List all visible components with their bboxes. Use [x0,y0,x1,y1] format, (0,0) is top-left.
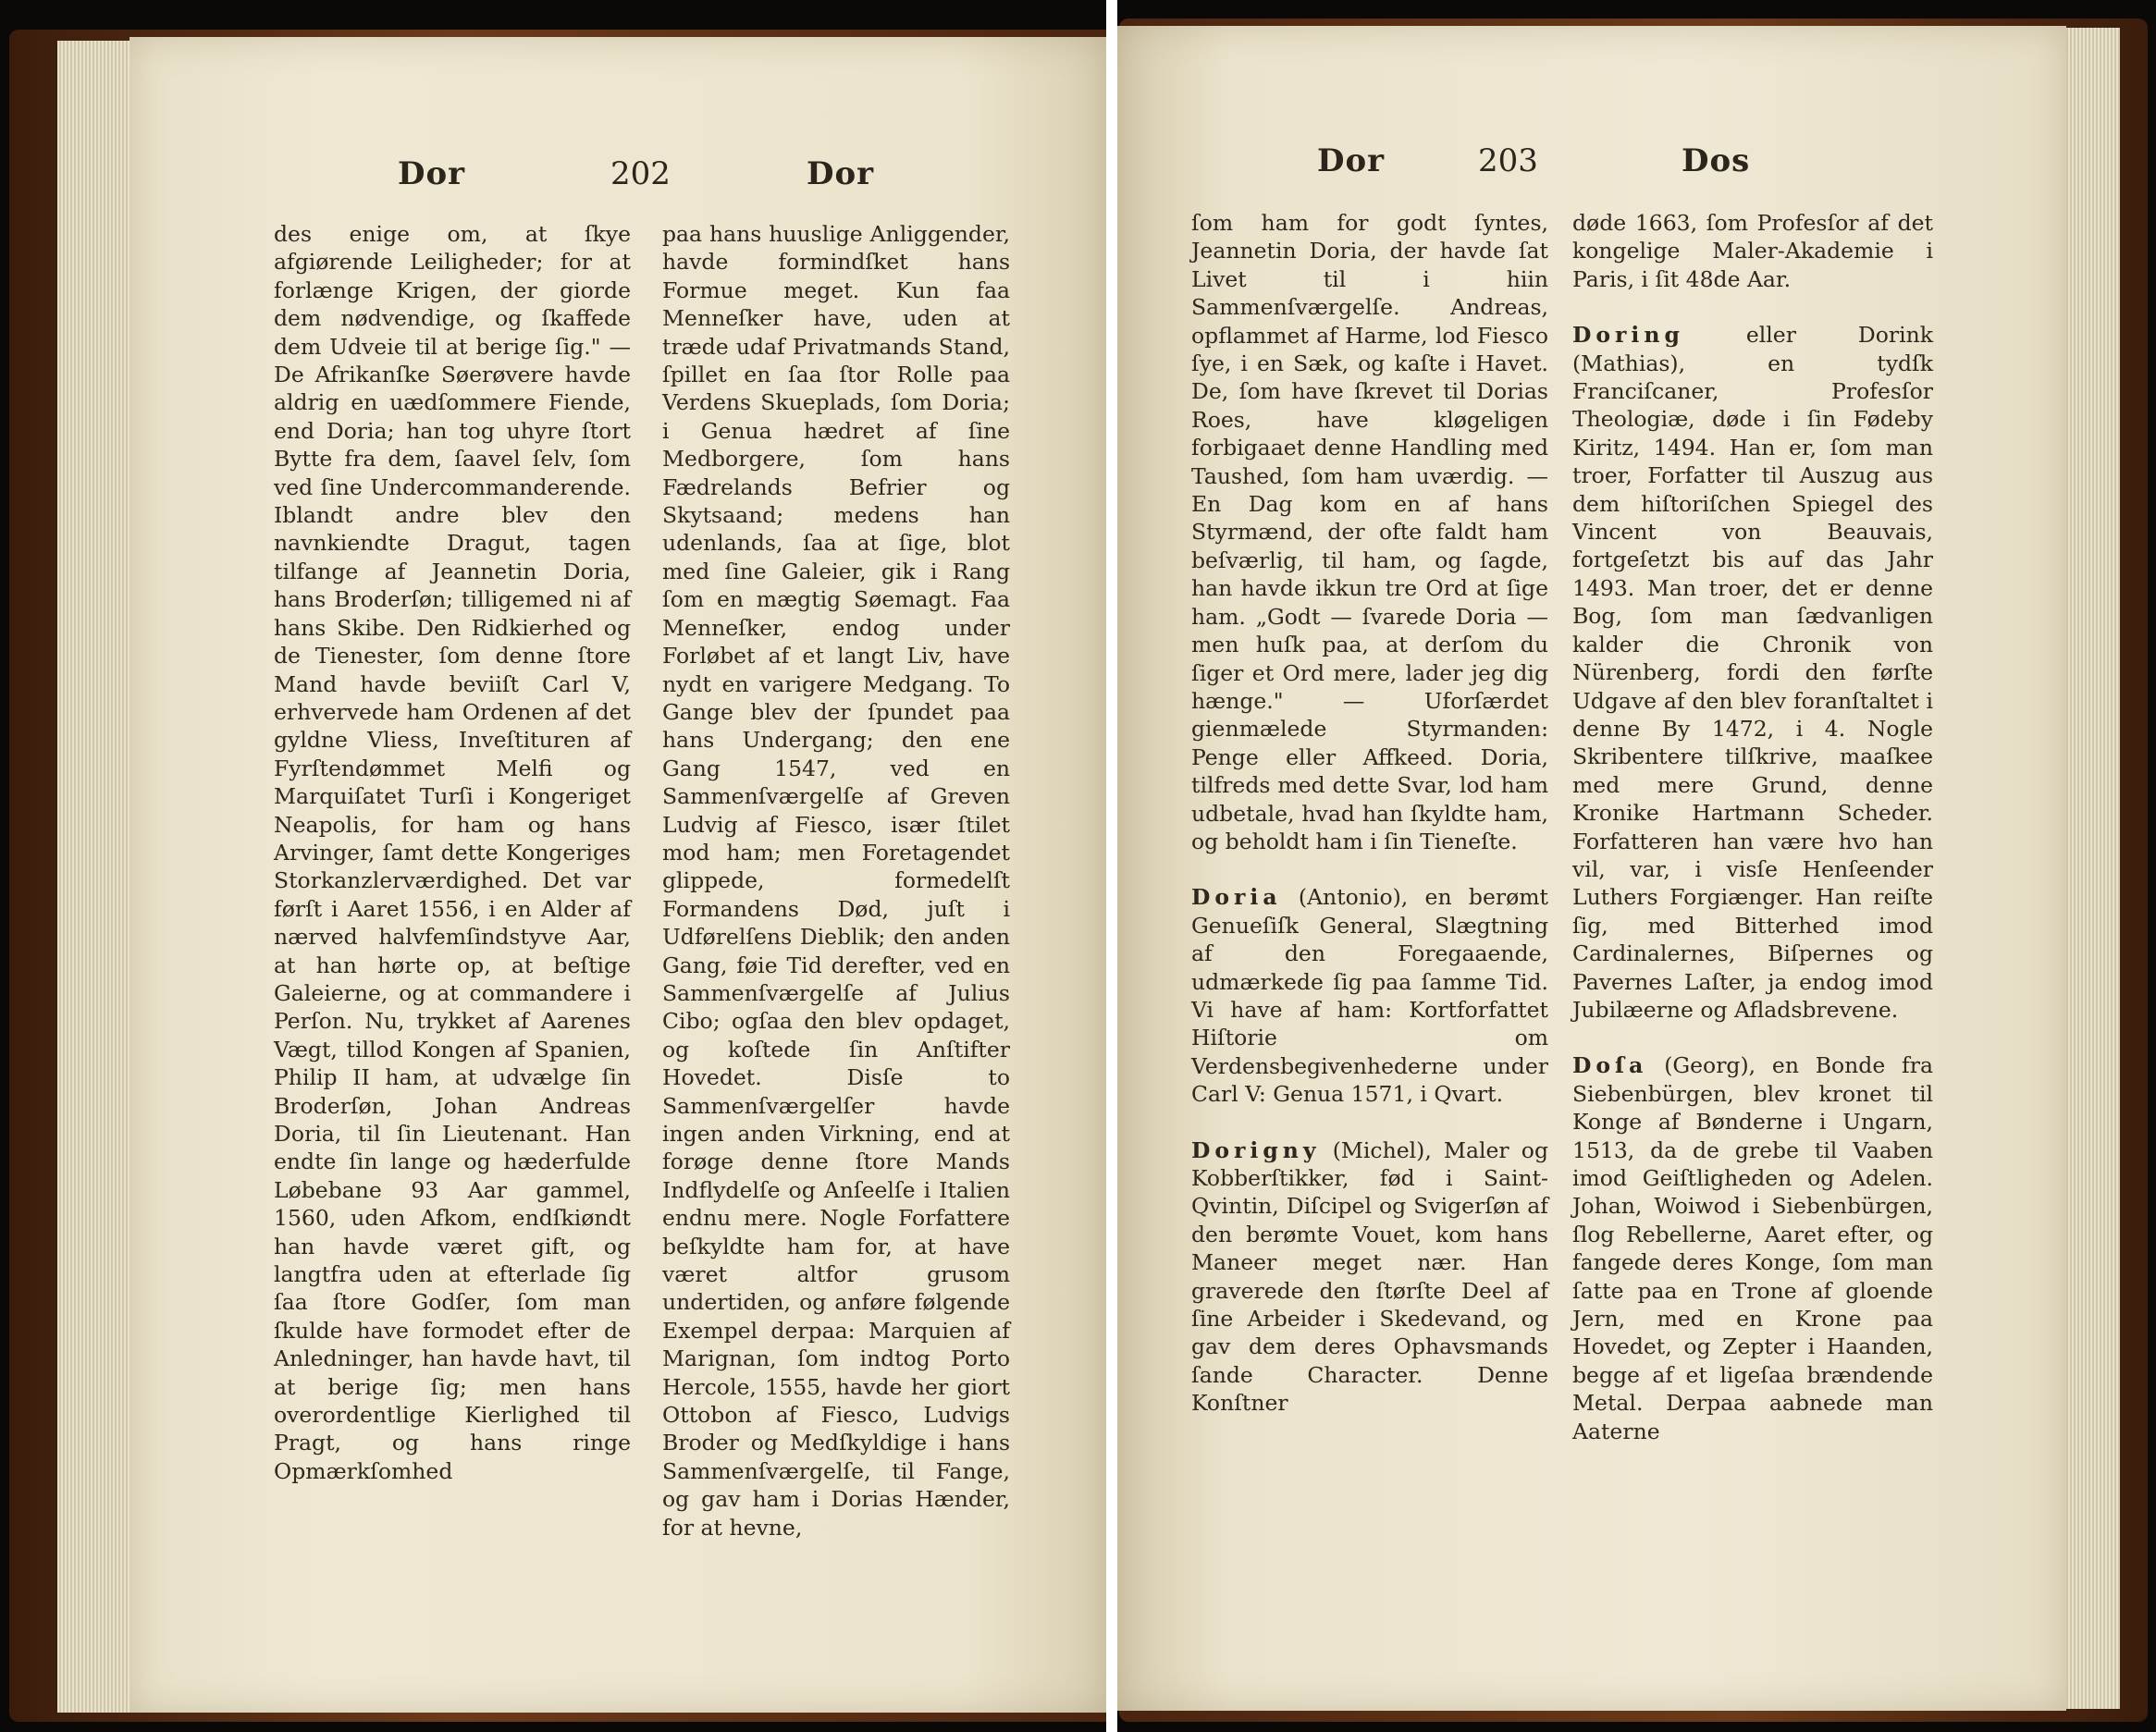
left-page-edges [57,41,131,1713]
right-column-2 [1572,209,1933,1445]
left-page-number-wrap [610,155,671,192]
right-column-2-continuation: døde 1663, ſom Profesſor af det kongelige Maler-Akademie i Paris, i ſit 48de Aar. [1572,210,1933,292]
entry-doring [1572,321,1933,1024]
entry-headword: Doſa [1572,1052,1648,1079]
entry-body: eller Dorink (Mathias), en tydſk Franciſcaner, Profesſor Theologiæ, døde i ſin Fødeby Kiritz, 1494. Han er, ſom man troer, Forfatter til Auszug aus dem hiſtoriſchen Spiegel des Vincent von Beauvais, fortgeſetzt bis auf das Jahr 1493. Man troer, det er denne Bog, ſom man ſædvanligen kalder die Chronik von Nürenberg, fordi den førſte Udgave af den blev foranſtaltet i denne By 1472, i 4. Nogle Skribentere tilſkrive, maaſkee med mere Grund, denne Kronike Hartmann Scheder. Forfatteren han være hvo han vil, var, i visſe Henſeender Luthers Forgiænger. Han reiſte ſig, med Bitterhed imod Cardinalernes, Biſpernes og Pavernes Laſter, ja endog imod Jubilæerne og Afladsbrevene. [1572,322,1933,1023]
right-page-header [1317,142,1385,179]
entry-headword: Dorigny [1191,1136,1321,1163]
right-page-number: 203 [1478,142,1538,179]
right-running-head-left: Dor [1317,142,1386,179]
entry-headword: Doria [1191,884,1282,911]
right-column-1-continuation: ſom ham for godt ſyntes, Jeannetin Doria, der havde ſat Livet til i hiin Sammenſværgelſe. Andreas, opflammet af Harme, lod Fiesco ſye, i en Sæk, og kaſte i Havet. De, ſom have ſkrevet til Dorias Roes, have kløgeligen forbigaaet denne Handling med Taushed, ſom ham uværdig. — En Dag kom en af hans Styrmænd, der ofte faldt ham beſværlig, til ham, og ſagde, han havde ikkun tre Ord at ſige ham. „Godt — ſvarede Doria — men huſk paa, at derſom du ſiger et Ord mere, lader jeg dig hænge." — Uforſærdet gienmælede Styrmanden: Penge eller Affkeed. Doria, tilfreds med dette Svar, lod ham udbetale, hvad han ſkyldte ham, og beholdt ham i ſin Tieneſte. [1191,210,1548,854]
left-page-number: 202 [610,155,671,192]
left-column-2 [662,220,1010,1542]
entry-doria-antonio [1191,883,1548,1108]
entry-body: (Antonio), en berømt Genueſiſk General, Slægtning af den Foregaaende, udmærkede ſig paa ſamme Tid. Vi have af ham: Kortforfattet Hiſtorie om Verdensbegivenhederne under Carl V: Genua 1571, i Qvart. [1191,884,1548,1108]
right-page-number-wrap [1478,142,1538,179]
right-page-edges [2064,28,2120,1709]
left-page-header [398,155,465,192]
entry-body: (Georg), en Bonde fra Siebenbürgen, blev kronet til Konge af Bønderne i Ungarn, 1513, da de grebe til Vaaben imod Geiſtligheden og Adelen. Johan, Woiwod i Siebenbürgen, ſlog Rebellerne, Aaret efter, og fangede deres Konge, ſom man ſatte paa en Trone af gloende Jern, med en Krone paa Hovedet, og Zepter i Haanden, begge af et ligeſaa brændende Metal. Derpaa aabnede man Aaterne [1572,1052,1933,1444]
left-running-head-right: Dor [807,155,875,192]
right-running-head-right: Dos [1682,142,1751,179]
right-column-1 [1191,209,1548,1418]
left-running-head-left: Dor [398,155,466,192]
left-column-1-text: des enige om, at ſkye afgiørende Leiligheder; for at forlænge Krigen, der giorde dem nødvendige, og ſkaffede dem Udveie til at berige ſig." — De Afrikanſke Søerøvere havde aldrig en uædſommere Fiende, end Doria; han tog uhyre ſtort Bytte fra dem, ſaavel ſelv, ſom ved ſine Undercommanderende. Iblandt andre blev den navnkiendte Dragut, tagen tilfange af Jeannetin Doria, hans Broderſøn; tilligemed ni af hans Skibe. Den Ridkierhed og de Tienester, ſom denne ſtore Mand havde beviiſt Carl V, erhvervede ham Ordenen af det gyldne Vliess, Inveſtituren af Fyrſtendømmet Melfi og Marquiſatet Turſi i Kongeriget Neapolis, for ham og hans Arvinger, ſamt dette Kongeriges Storkanzlerværdighed. Det var førſt i Aaret 1556, i en Alder af nærved halvfemſindstyve Aar, at han hørte op, at beſtige Galeierne, og at commandere i Perſon. Nu, trykket af Aarenes Vægt, tillod Kongen af Spanien, Philip II ham, at udvælge ſin Broderſøn, Johan Andreas Doria, til ſin Lieutenant. Han endte ſin lange og hæderfulde Løbebane 93 Aar gammel, 1560, uden Afkom, endſkiøndt han havde været gift, og langtfra uden at efterlade ſig ſaa ſtore Godſer, ſom man ſkulde have formodet efter de Anledninger, han havde havt, til at berige ſig; men hans overordentlige Kierlighed til Pragt, og hans ringe Opmærkſomhed [274,221,631,1484]
left-page-header-right [807,155,874,192]
entry-dorigny [1191,1136,1548,1418]
image-divider [1106,0,1117,1732]
entry-body: (Michel), Maler og Kobberſtikker, fød i Saint-Qvintin, Diſcipel og Svigerſøn af den berømte Vouet, kom hans Maneer meget nær. Han graverede den ſtørſte Deel af ſine Arbeider i Skedevand, og gav dem deres Ophavsmands ſande Character. Denne Konſtner [1191,1136,1548,1417]
right-page-header-right [1682,142,1750,179]
left-column-2-text: paa hans huuslige Anliggender, havde formindſket hans Formue meget. Kun faa Menneſker have, uden at træde udaf Privatmands Stand, ſpillet en ſaa ſtor Rolle paa Verdens Skueplads, ſom Doria; i Genua hædret af ſine Medborgere, ſom hans Fædrelands Befrier og Skytsaand; medens han udenlands, ſaa at ſige, blot med ſine Galeier, gik i Rang ſom en mægtig Søemagt. Faa Menneſker, endog under Forløbet af et langt Liv, have nydt en varigere Medgang. To Gange blev der ſpundet paa hans Undergang; den ene Gang 1547, ved en Sammenſværgelſe af Greven Ludvig af Fiesco, især ſtilet mod ham; men Foretagendet glippede, formedelſt Formandens Død, juſt i Udførelſens Dieblik; den anden Gang, føie Tid derefter, ved en Sammenſværgelſe af Julius Cibo; ogſaa den blev opdaget, og koſtede ſin Anſtifter Hovedet. Disſe to Sammenſværgelſer havde ingen anden Virkning, end at forøge denne ſtore Mands Indflydelſe og Anſeelſe i Italien endnu mere. Nogle Forfattere beſkyldte ham for, at have været altfor grusom undertiden, og anføre følgende Exempel derpaa: Marquien af Marignan, ſom indtog Porto Hercole, 1555, havde her giort Ottobon af Fiesco, Ludvigs Broder og Medſkyldige i hans Sammenſværgelſe, til Fange, og gav ham i Dorias Hænder, for at hevne, [662,221,1010,1541]
entry-headword: Doring [1572,322,1684,349]
entry-dosa [1572,1051,1933,1445]
left-column-1 [274,220,631,1485]
